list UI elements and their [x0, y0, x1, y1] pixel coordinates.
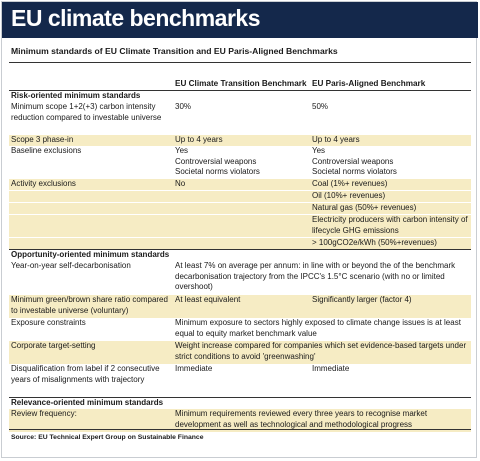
row-label: Scope 3 phase-in: [11, 135, 74, 144]
infographic-frame: [1, 1, 477, 458]
table-row: [9, 341, 471, 364]
shared-value: Minimum requirements reviewed every three years to recognise market development as well as technological and methodological progress: [175, 409, 428, 429]
ctb-line: Yes: [175, 146, 189, 155]
ctb-value: 30%: [175, 102, 192, 111]
row-label: Year-on-year self-decarbonisation: [11, 261, 131, 270]
table-row: [9, 261, 471, 295]
table-row: [9, 146, 471, 179]
title-bar: [2, 2, 478, 38]
pab-value: [312, 146, 470, 178]
shared-value: At least 7% on average per annum: in line with or beyond the of the benchmark decarbonisation trajectory from the IPCC's 1.5°C scenario (with no or limited overshoot): [175, 261, 456, 292]
row-label: Review frequency:: [11, 409, 77, 418]
pab-line: Yes: [312, 146, 326, 155]
section-heading: Relevance-oriented minimum standards: [11, 398, 164, 407]
ctb-value: [175, 146, 309, 178]
ctb-value: At least equivalent: [175, 295, 241, 304]
row-label: Minimum green/brown share ratio compared to investable universe (voluntary): [11, 295, 168, 315]
shared-value: Minimum exposure to sectors highly exposed to climate change issues is at least equal to equity market benchmark value: [175, 318, 461, 338]
page-title: EU climate benchmarks: [11, 5, 261, 31]
table-row: [9, 238, 471, 250]
row-label: Disqualification from label if 2 consecutive years of misalignments with trajectory: [11, 364, 160, 384]
row-label: Exposure constraints: [11, 318, 86, 327]
table-row: [9, 215, 471, 238]
pab-value: Natural gas (50%+ revenues): [312, 203, 417, 212]
row-label: Corporate target-setting: [11, 341, 96, 350]
ctb-value: Immediate: [175, 364, 213, 373]
ctb-value: No: [175, 179, 186, 188]
column-header-ctb: EU Climate Transition Benchmark: [175, 79, 307, 88]
section-heading-row: [9, 398, 471, 409]
section-heading-row: [9, 91, 471, 102]
subtitle: Minimum standards of EU Climate Transition and EU Paris-Aligned Benchmarks: [11, 46, 338, 56]
pab-value: Oil (10%+ revenues): [312, 191, 386, 200]
shared-value: Weight increase compared for companies which set evidence-based targets under strict conditions to avoid 'greenwashing': [175, 341, 467, 361]
table-row: [9, 318, 471, 341]
section-heading: Risk-oriented minimum standards: [11, 91, 141, 100]
column-header-pab: EU Paris-Aligned Benchmark: [312, 79, 426, 88]
pab-line: Societal norms violators: [312, 167, 397, 177]
ctb-value: Up to 4 years: [175, 135, 223, 144]
pab-value: 50%: [312, 102, 329, 111]
table-row: [9, 135, 471, 146]
divider: [9, 429, 471, 430]
table-row: [9, 364, 471, 398]
table-row: [9, 191, 471, 203]
pab-value: Significantly larger (factor 4): [312, 295, 412, 304]
ctb-line: Societal norms violators: [175, 167, 260, 177]
table-row: [9, 179, 471, 191]
row-label: Baseline exclusions: [11, 146, 82, 155]
pab-value: Coal (1%+ revenues): [312, 179, 388, 188]
benchmark-table: [9, 91, 471, 432]
source-note: Source: EU Technical Expert Group on Sustainable Finance: [11, 434, 204, 441]
table-row: [9, 203, 471, 215]
pab-value: Immediate: [312, 364, 350, 373]
row-label: Minimum scope 1+2(+3) carbon intensity reduction compared to investable universe: [11, 102, 162, 122]
section-heading: Opportunity-oriented minimum standards: [11, 250, 170, 259]
ctb-line: Controversial weapons: [175, 156, 257, 166]
pab-line: Controversial weapons: [312, 156, 394, 166]
pab-value: Up to 4 years: [312, 135, 360, 144]
table-row: [9, 102, 471, 135]
divider: [9, 62, 471, 63]
pab-value: > 100gCO2e/kWh (50%+revenues): [312, 238, 437, 247]
table-row: [9, 295, 471, 318]
section-heading-row: [9, 250, 471, 261]
row-label: Activity exclusions: [11, 179, 76, 188]
pab-value: Electricity producers with carbon intensity of lifecycle GHG emissions: [312, 215, 468, 235]
